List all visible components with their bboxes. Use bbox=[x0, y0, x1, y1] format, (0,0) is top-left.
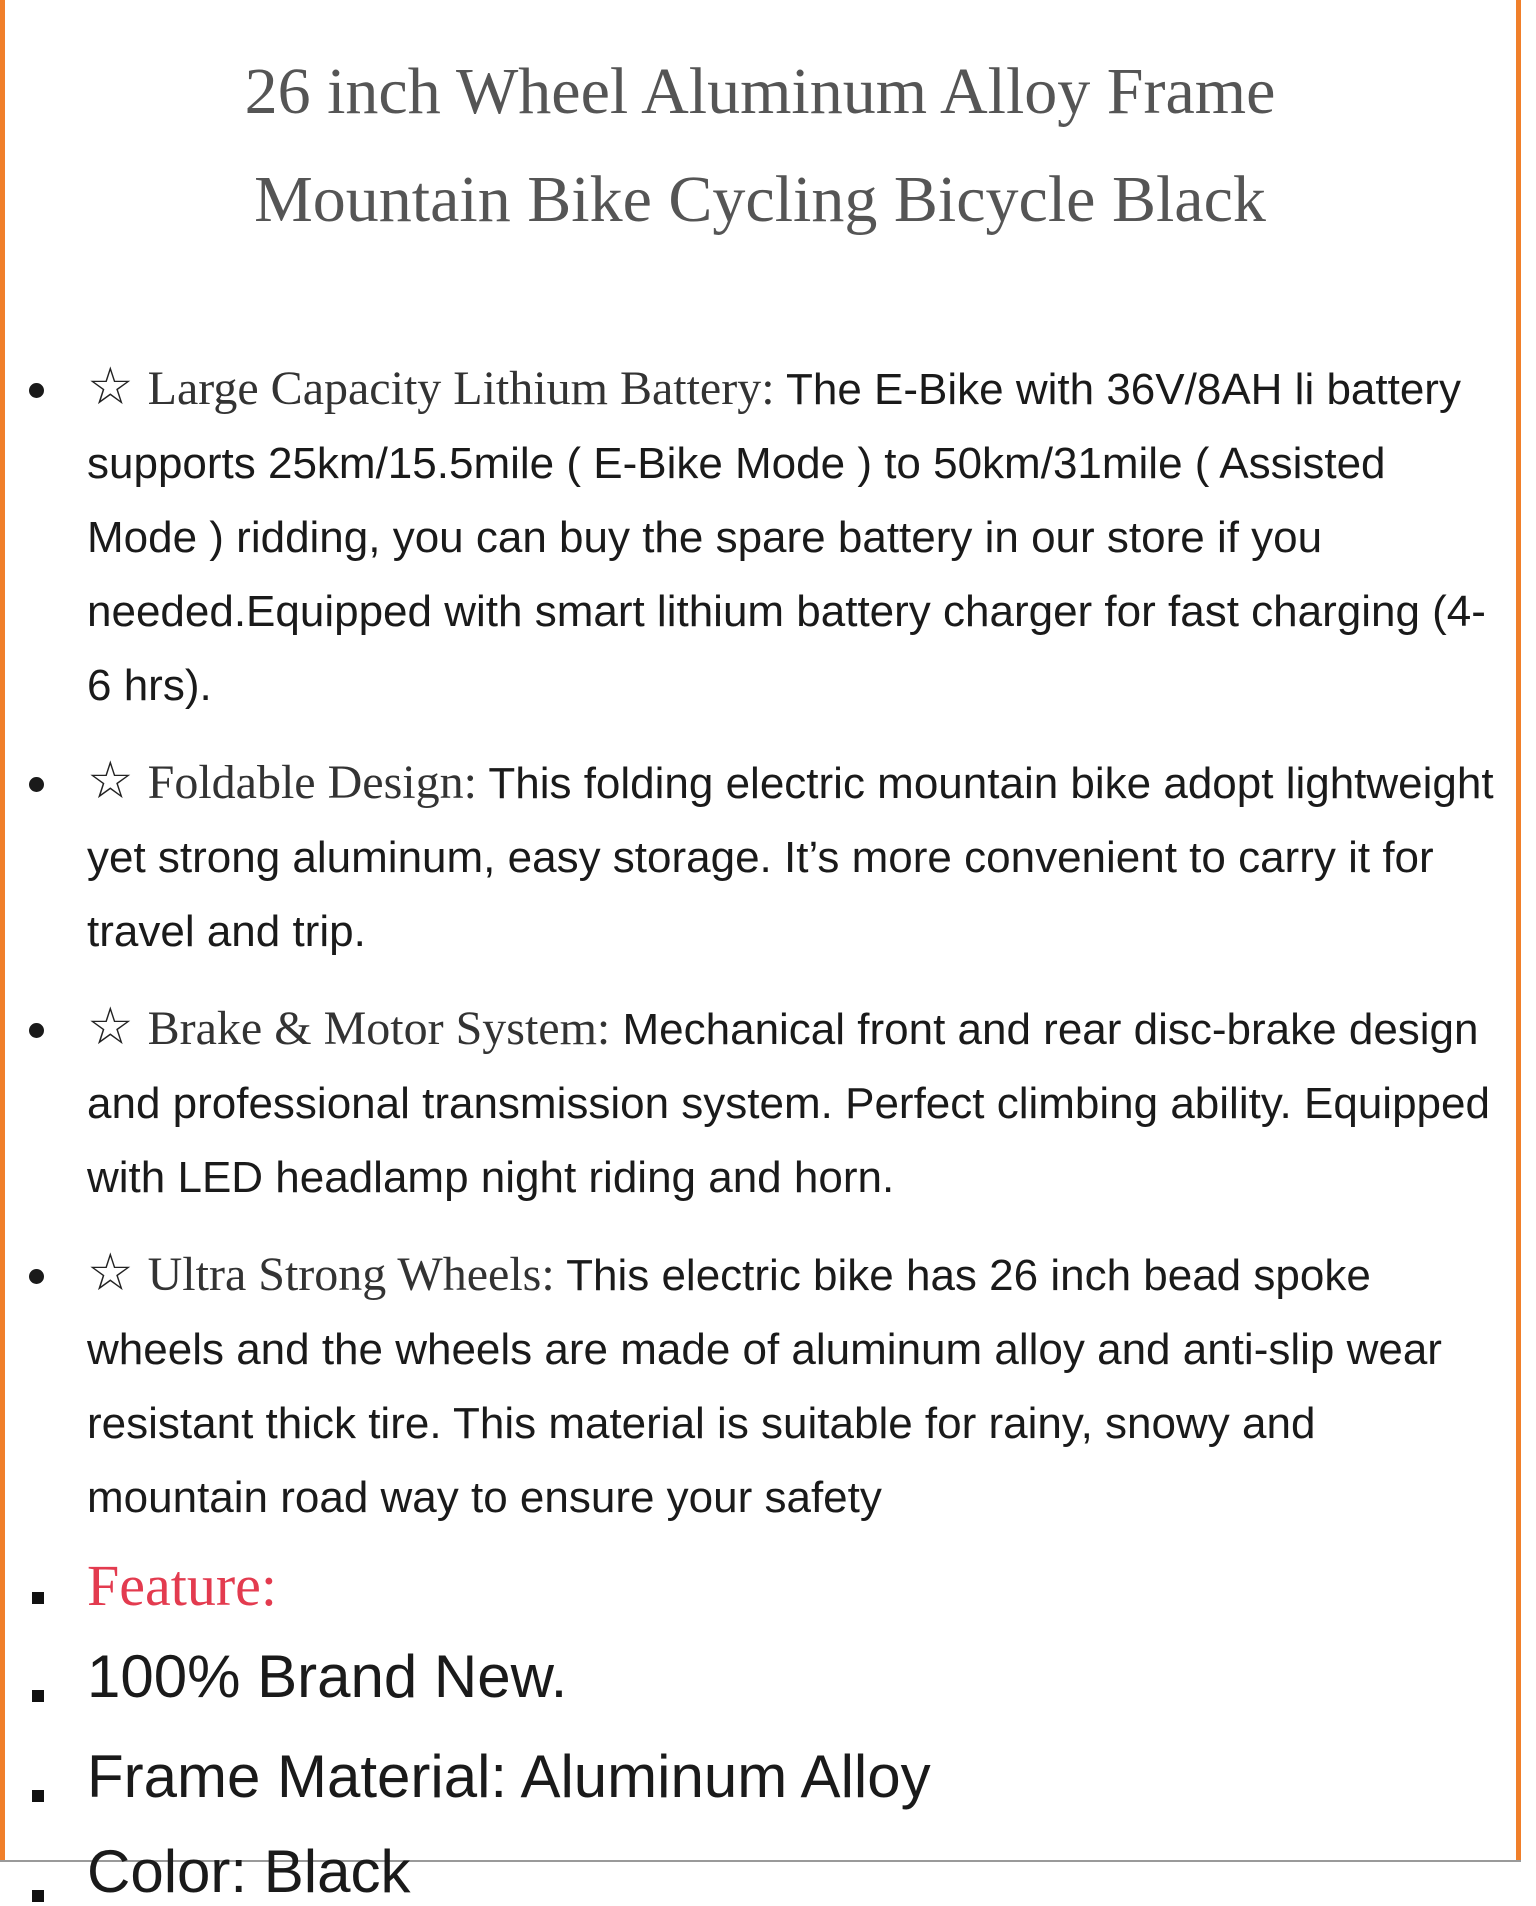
star-icon: ☆ bbox=[87, 357, 134, 417]
product-title bbox=[60, 38, 1460, 254]
bullet-lead: Ultra Strong Wheels: bbox=[147, 1248, 555, 1301]
square-bullet-icon bbox=[32, 1790, 44, 1802]
feature-item: Frame Material: Aluminum Alloy bbox=[87, 1743, 931, 1810]
bullet-dot-icon bbox=[29, 383, 44, 398]
feature-item: 100% Brand New. bbox=[87, 1643, 568, 1710]
square-bullet-icon bbox=[32, 1890, 44, 1902]
bullet-brake-motor bbox=[87, 990, 1507, 1215]
bullet-lead: Foldable Design: bbox=[147, 756, 477, 809]
product-title-line-2: Mountain Bike Cycling Bicycle Black bbox=[254, 163, 1266, 236]
feature-item: Color: Black bbox=[87, 1838, 411, 1905]
bullet-lead: Large Capacity Lithium Battery: bbox=[147, 362, 775, 415]
bullet-foldable bbox=[87, 744, 1507, 969]
star-icon: ☆ bbox=[87, 997, 134, 1057]
star-icon: ☆ bbox=[87, 1243, 134, 1303]
bullet-body: This folding electric mountain bike adopt lightweight yet strong aluminum, easy storage. It’s more convenient to carry it for travel and trip. bbox=[87, 759, 1494, 956]
bullet-dot-icon bbox=[29, 1269, 44, 1284]
bullet-body: This electric bike has 26 inch bead spoke wheels and the wheels are made of aluminum alloy and anti-slip wear resistant thick tire. This material is suitable for rainy, snowy and mountain road way to ensure your safety bbox=[87, 1251, 1442, 1522]
bullet-dot-icon bbox=[29, 777, 44, 792]
page-border-right bbox=[1516, 0, 1521, 1862]
bullet-text bbox=[87, 990, 1507, 1215]
bullet-text bbox=[87, 1236, 1507, 1535]
feature-heading: Feature: bbox=[87, 1553, 278, 1618]
bullet-text bbox=[87, 744, 1507, 969]
bullet-battery bbox=[87, 350, 1507, 723]
bullet-lead: Brake & Motor System: bbox=[147, 1002, 611, 1055]
product-description bbox=[0, 342, 1516, 1905]
bullet-wheels bbox=[87, 1236, 1507, 1535]
product-title-line-1: 26 inch Wheel Aluminum Alloy Frame bbox=[244, 55, 1276, 128]
star-icon: ☆ bbox=[87, 751, 134, 811]
square-bullet-icon bbox=[32, 1592, 44, 1604]
bullet-text bbox=[87, 350, 1507, 723]
bullet-body: Mechanical front and rear disc-brake design and professional transmission system. Perfect climbing ability. Equipped with LED headlamp night riding and horn. bbox=[87, 1005, 1490, 1202]
bullet-dot-icon bbox=[29, 1023, 44, 1038]
bullet-body: The E-Bike with 36V/8AH li battery supports 25km/15.5mile ( E-Bike Mode ) to 50km/31mile ( Assisted Mode ) ridding, you can buy the spare battery in our store if you needed.Equipped with smart lithium battery charger for fast charging (4-6 hrs). bbox=[87, 365, 1486, 710]
square-bullet-icon bbox=[32, 1690, 44, 1702]
